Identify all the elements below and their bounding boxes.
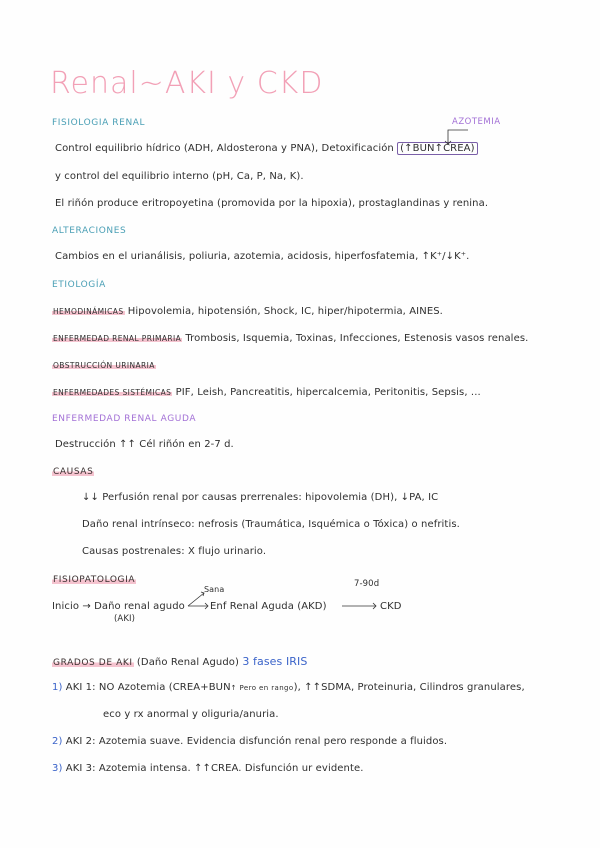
text-hemodinamicas: Hipovolemia, hipotensión, Shock, IC, hiper/hipotermia, AINES. <box>127 306 443 317</box>
grado-num-2: 2) <box>52 736 63 747</box>
label-sistemicas: ENFERMEDADES SISTÉMICAS <box>53 388 172 397</box>
heading-alteraciones: ALTERACIONES <box>52 226 127 236</box>
bun-crea-box: (↑BUN↑CREA) <box>397 142 477 155</box>
iris-label: 3 fases IRIS <box>242 655 308 668</box>
heading-causas: CAUSAS <box>53 467 94 477</box>
causas-item-3: Causas postrenales: X flujo urinario. <box>82 546 267 557</box>
label-hemodinamicas: HEMODINÁMICAS <box>53 307 124 316</box>
flow-sana: Sana <box>204 585 225 594</box>
grado-rest-1: ), ↑↑SDMA, Proteinuria, Cilindros granulares, <box>293 682 525 693</box>
text-sistemicas: PIF, Leish, Pancreatitis, hipercalcemia, Peritonitis, Sepsis, ... <box>175 387 481 398</box>
flow-ckd: CKD <box>380 601 402 612</box>
heading-fisiopatologia: FISIOPATOLOGIA <box>53 575 136 585</box>
grado-item-3 <box>52 763 364 774</box>
grado-text-2: AKI 2: Azotemia suave. Evidencia disfunción renal pero responde a fluidos. <box>65 736 448 747</box>
fisiologia-line-2: y control del equilibrio interno (pH, Ca, P, Na, K). <box>55 171 304 182</box>
azotemia-pointer <box>448 130 468 144</box>
arrow-to-sana <box>188 593 204 606</box>
grado-item-2 <box>52 736 447 747</box>
flow-start: Inicio → Daño renal agudo <box>52 601 185 612</box>
fisiologia-line-3: El riñón produce eritropoyetina (promovida por la hipoxia), prostaglandinas y renina. <box>55 198 489 209</box>
heading-aki: ENFERMEDAD RENAL AGUDA <box>52 414 197 424</box>
causas-item-2: Daño renal intrínseco: nefrosis (Traumática, Isquémica o Tóxica) o nefritis. <box>82 519 460 530</box>
label-obstruccion: OBSTRUCCIÓN URINARIA <box>53 361 155 370</box>
label-primaria: ENFERMEDAD RENAL PRIMARIA <box>53 334 182 343</box>
flow-enf: Enf Renal Aguda (AKD) <box>210 601 327 612</box>
aki-line-1: Destrucción ↑↑ Cél riñón en 2-7 d. <box>55 439 234 450</box>
grados-heading-line <box>52 655 307 668</box>
azotemia-label: AZOTEMIA <box>452 117 501 127</box>
flow-days: 7-90d <box>354 579 380 589</box>
fisiologia-line-1-text: Control equilibrio hídrico (ADH, Aldosterona y PNA), Detoxificación <box>55 143 394 154</box>
grado-num-1: 1) <box>52 682 63 693</box>
heading-fisiologia: FISIOLOGIA RENAL <box>52 118 146 128</box>
grado-item-1 <box>52 682 525 693</box>
heading-etiologia: ETIOLOGÍA <box>52 280 106 290</box>
grados-subtitle: (Daño Renal Agudo) <box>136 657 240 668</box>
grado-item-1-cont: eco y rx anormal y oliguria/anuria. <box>103 709 279 720</box>
grado-num-3: 3) <box>52 763 63 774</box>
page-title: Renal~AKI y CKD <box>50 66 324 101</box>
text-primaria: Trombosis, Isquemia, Toxinas, Infecciones, Estenosis vasos renales. <box>185 333 529 344</box>
alteraciones-line-1: Cambios en el urianálisis, poliuria, azotemia, acidosis, hiperfosfatemia, ↑K⁺/↓K⁺. <box>55 251 470 262</box>
grado-text-3: AKI 3: Azotemia intensa. ↑↑CREA. Disfunción ur evidente. <box>65 763 364 774</box>
heading-grados: GRADOS DE AKI <box>53 658 133 668</box>
causas-item-1: ↓↓ Perfusión renal por causas prerrenales: hipovolemia (DH), ↓PA, IC <box>82 492 439 503</box>
grado-small-1: ↑ Pero en rango <box>230 684 294 692</box>
grado-text-1: AKI 1: NO Azotemia (CREA+BUN <box>65 682 231 693</box>
flow-aki-sub: (AKI) <box>114 614 136 624</box>
